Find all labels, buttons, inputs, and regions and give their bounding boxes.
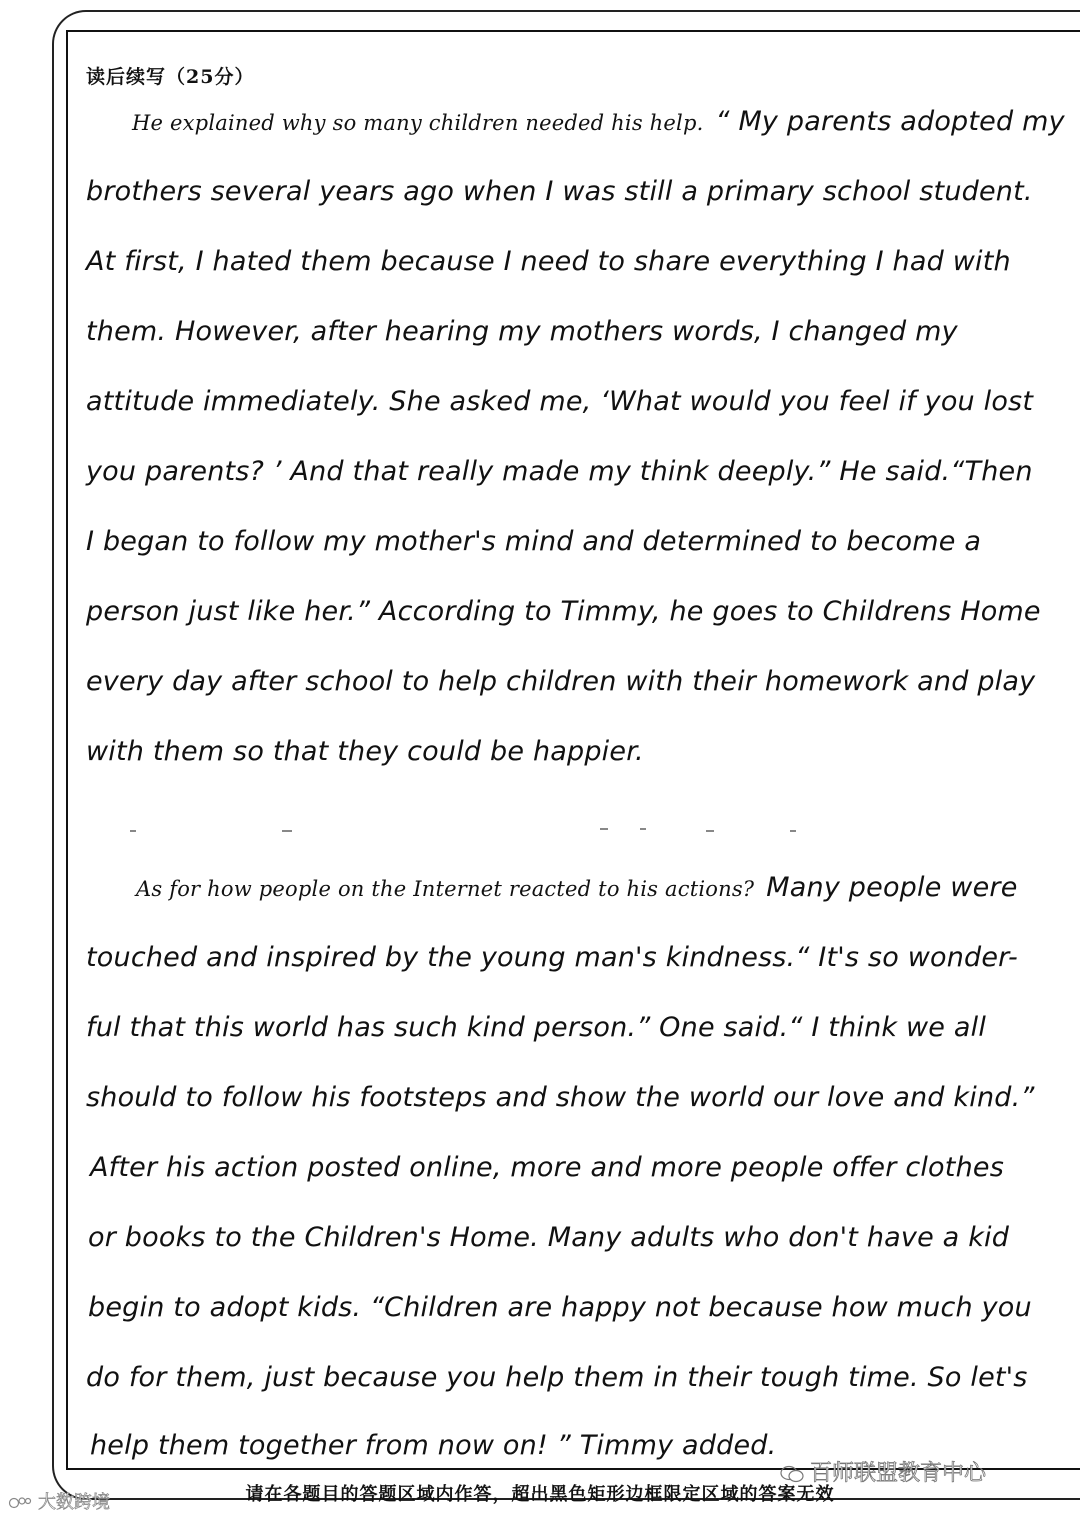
handwritten-text: “ My parents adopted my	[715, 106, 1065, 137]
paragraph2-line-7: begin to adopt kids. “Children are happy not because how much you	[88, 1292, 1032, 1323]
watermark-right-text: 百师联盟教育中心	[810, 1461, 987, 1486]
paragraph1-line-1	[0, 106, 1080, 137]
watermark-left-text: 大数跨境	[38, 1492, 110, 1513]
scan-mark	[640, 828, 646, 830]
scan-mark	[600, 828, 608, 830]
scan-mark	[130, 830, 136, 832]
paragraph2-line-4: should to follow his footsteps and show the world our love and kind.”	[86, 1082, 1035, 1113]
paragraph2-line-9: help them together from now on! ” Timmy added.	[90, 1430, 777, 1461]
paragraph1-line-7: I began to follow my mother's mind and determined to become a	[86, 526, 982, 557]
paragraph2-prompt: As for how people on the Internet reacted to his actions?	[136, 877, 755, 901]
logo-icon	[8, 1494, 32, 1512]
watermark-left	[8, 1488, 110, 1514]
paragraph1-prompt: He explained why so many children needed his help.	[132, 111, 704, 135]
paragraph2-line-2: touched and inspired by the young man's kindness.“ It's so wonder-	[86, 942, 1018, 973]
scan-mark	[706, 830, 714, 832]
scan-mark	[282, 830, 292, 832]
paragraph1-line-9: every day after school to help children with their homework and play	[86, 666, 1036, 697]
paragraph1-line-6: you parents? ’ And that really made my think deeply.” He said.“Then	[86, 456, 1033, 487]
paragraph1-line-8: person just like her.” According to Timmy, he goes to Childrens Home	[86, 596, 1041, 627]
paragraph2-line-6: or books to the Children's Home. Many adults who don't have a kid	[88, 1222, 1010, 1253]
footer-notice: 请在各题目的答题区域内作答，超出黑色矩形边框限定区域的答案无效	[245, 1484, 835, 1505]
paragraph2-line-8: do for them, just because you help them in their tough time. So let's	[86, 1362, 1028, 1393]
paragraph1-line-5: attitude immediately. She asked me, ‘What would you feel if you lost	[86, 386, 1034, 417]
paragraph1-line-4: them. However, after hearing my mothers words, I changed my	[86, 316, 958, 347]
paragraph1-line-10: with them so that they could be happier.	[86, 736, 644, 767]
paragraph1-line-2: brothers several years ago when I was still a primary school student.	[86, 176, 1033, 207]
handwritten-text: Many people were	[766, 872, 1018, 903]
section-title: 读后续写（25分）	[86, 66, 255, 88]
paragraph2-line-1	[0, 872, 1080, 903]
paragraph1-line-3: At first, I hated them because I need to share everything I had with	[86, 246, 1011, 277]
paragraph2-line-3: ful that this world has such kind person.” One said.“ I think we all	[86, 1012, 987, 1043]
paragraph2-line-5: After his action posted online, more and more people offer clothes	[90, 1152, 1004, 1183]
scan-mark	[790, 830, 796, 832]
